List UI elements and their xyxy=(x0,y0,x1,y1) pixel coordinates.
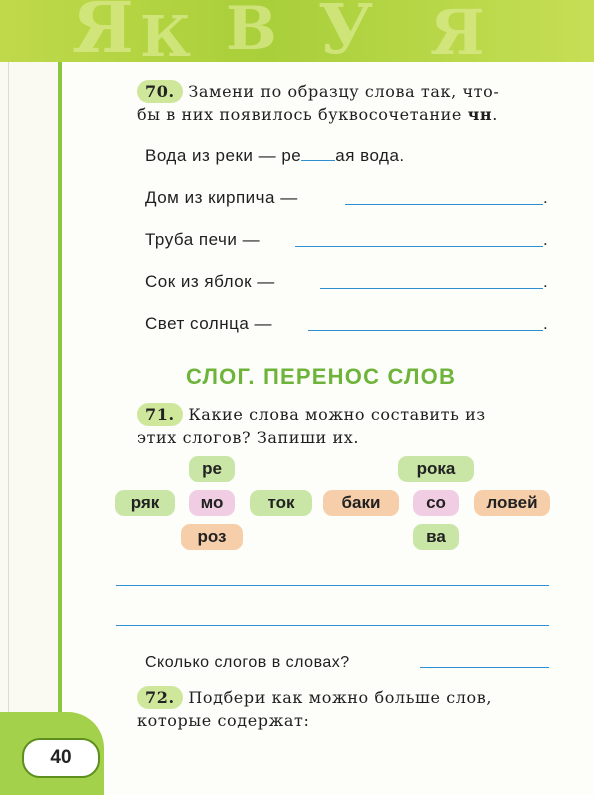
syllable-chip: ва xyxy=(413,524,459,550)
syllable-chip: ре xyxy=(189,456,235,482)
task71-instruction-line1: Какие слова можно составить из xyxy=(188,405,486,424)
answer-line[interactable] xyxy=(308,330,543,331)
task72-instruction xyxy=(137,686,557,732)
task71-number: 71. xyxy=(137,403,183,426)
task70-item: Сок из яблок — xyxy=(145,272,275,291)
banner-letter: Я xyxy=(430,0,485,62)
task70-instruction-line1: Замени по образцу слова так, что- xyxy=(188,82,500,101)
task72-instruction-line1: Подбери как можно больше слов, xyxy=(188,688,493,707)
task70-example-pre: Вода из реки — ре xyxy=(145,146,302,165)
section-heading: СЛОГ. ПЕРЕНОС СЛОВ xyxy=(186,364,457,389)
left-margin-strip xyxy=(0,62,62,795)
task70-example-blank[interactable] xyxy=(301,146,335,161)
task72-instruction-line2: которые содержат: xyxy=(137,711,310,730)
task70-bold-letters: чн xyxy=(467,105,493,124)
answer-line[interactable] xyxy=(420,667,549,668)
syllable-chip: мо xyxy=(189,490,235,516)
answer-line[interactable] xyxy=(116,585,549,586)
task70-number: 70. xyxy=(137,80,183,103)
task70-instruction xyxy=(137,80,557,126)
line-period: . xyxy=(543,272,548,291)
task70-example-post: ая вода. xyxy=(335,146,405,165)
banner-letter: К xyxy=(140,4,191,62)
task70-instruction-line2: бы в них появилось буквосочетание xyxy=(137,105,468,124)
answer-line[interactable] xyxy=(345,204,543,205)
syllable-chip: ток xyxy=(250,490,312,516)
syllable-chip: ловей xyxy=(474,490,550,516)
syllable-chip: роз xyxy=(181,524,243,550)
syllable-chip: со xyxy=(413,490,459,516)
line-period: . xyxy=(543,230,548,249)
task70-period: . xyxy=(492,105,498,124)
task70-example xyxy=(145,146,405,166)
task70-item: Свет солнца — xyxy=(145,314,273,333)
task71-instruction xyxy=(137,403,557,449)
syllable-chip: ряк xyxy=(115,490,175,516)
answer-line[interactable] xyxy=(116,625,549,626)
answer-line[interactable] xyxy=(320,288,543,289)
banner-letter: У xyxy=(318,0,374,62)
line-period: . xyxy=(543,188,548,207)
banner-letter: Я xyxy=(72,0,134,62)
task71-instruction-line2: этих слогов? Запиши их. xyxy=(137,428,360,447)
syllable-chip: баки xyxy=(323,490,399,516)
task71-question: Сколько слогов в словах? xyxy=(145,654,350,671)
page-number: 40 xyxy=(22,738,100,778)
banner-letter: В xyxy=(226,0,277,62)
syllable-chip: рока xyxy=(398,456,474,482)
answer-line[interactable] xyxy=(295,246,543,247)
task70-item: Труба печи — xyxy=(145,230,261,249)
header-banner xyxy=(0,0,594,62)
line-period: . xyxy=(543,314,548,333)
task72-number: 72. xyxy=(137,686,183,709)
task70-item: Дом из кирпича — xyxy=(145,188,298,207)
